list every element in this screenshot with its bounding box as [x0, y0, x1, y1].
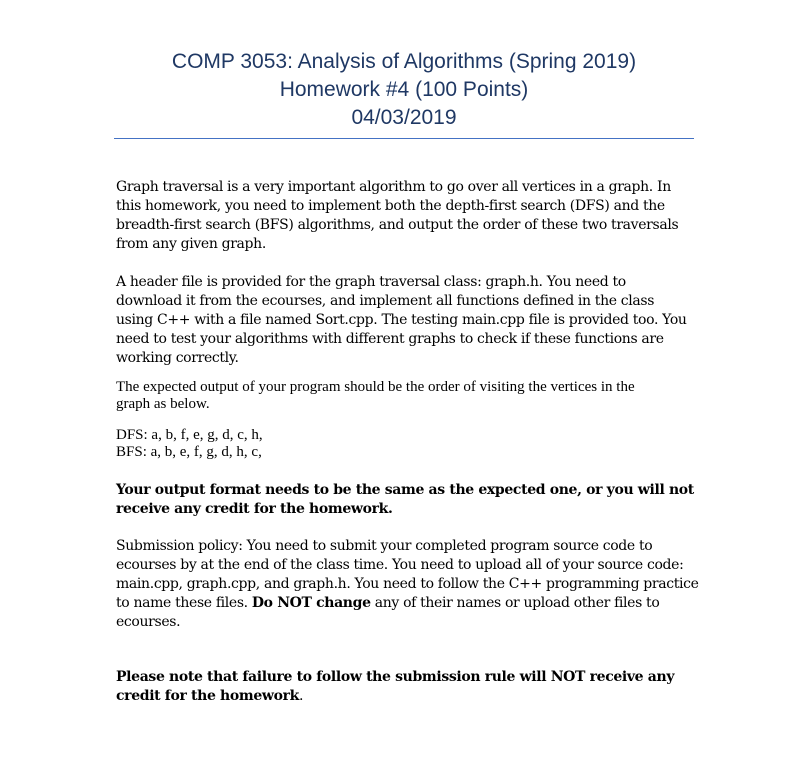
paragraph-line: using C++ with a file named Sort.cpp. The testing main.cpp file is provided too. You: [116, 312, 687, 328]
paragraph-line: from any given graph.: [116, 236, 266, 252]
paragraph-line: working correctly.: [116, 350, 239, 366]
paragraph-line: The expected output of your program should be the order of visiting the vertices in the: [116, 379, 635, 395]
policy-text: to name these files.: [116, 595, 252, 611]
paragraph-line: need to test your algorithms with different graphs to check if these functions are: [116, 331, 664, 347]
paragraph-line: breadth-first search (BFS) algorithms, and output the order of these two traversals: [116, 217, 679, 233]
paragraph-line: ecourses.: [116, 614, 181, 630]
submission-policy-paragraph: [116, 537, 699, 632]
paragraph-line: main.cpp, graph.cpp, and graph.h. You need to follow the C++ programming practice: [116, 576, 699, 592]
paragraph-line: receive any credit for the homework.: [116, 501, 393, 517]
paragraph-line: graph as below.: [116, 396, 210, 412]
bfs-output: BFS: a, b, e, f, g, d, h, c,: [116, 444, 262, 460]
paragraph-line: ecourses by at the end of the class time. You need to upload all of your source code:: [116, 557, 684, 573]
do-not-change-emphasis: Do NOT change: [251, 595, 371, 611]
paragraph-line: A header file is provided for the graph traversal class: graph.h. You need to: [116, 274, 626, 290]
paragraph-line: Your output format needs to be the same as the expected one, or you will not: [116, 482, 694, 498]
homework-date: 04/03/2019: [351, 106, 457, 129]
paragraph-line: [116, 594, 694, 613]
title-divider: [114, 138, 694, 139]
format-warning: [116, 481, 694, 519]
document-header: [114, 48, 694, 132]
paragraph-line: Please note that failure to follow the submission rule will NOT receive any: [116, 669, 675, 685]
paragraph-line: download it from the ecourses, and implement all functions defined in the class: [116, 293, 655, 309]
header-file-paragraph: [116, 273, 694, 368]
expected-output-paragraph: [116, 379, 694, 413]
dfs-output: DFS: a, b, f, e, g, d, c, h,: [116, 427, 263, 443]
final-note-period: .: [298, 688, 304, 704]
paragraph-line: Submission policy: You need to submit your completed program source code to: [116, 538, 653, 554]
course-title: COMP 3053: Analysis of Algorithms (Spring 2019): [171, 50, 637, 73]
sample-output-block: [116, 427, 694, 461]
final-note: [116, 668, 694, 706]
final-note-emphasis: credit for the homework: [116, 688, 299, 704]
intro-paragraph: [116, 178, 694, 254]
policy-text: any of their names or upload other files to: [370, 595, 660, 611]
paragraph-line: [116, 687, 694, 706]
homework-title: Homework #4 (100 Points): [279, 78, 529, 101]
paragraph-line: Graph traversal is a very important algorithm to go over all vertices in a graph. In: [116, 179, 671, 195]
paragraph-line: this homework, you need to implement both the depth-first search (DFS) and the: [116, 198, 665, 214]
